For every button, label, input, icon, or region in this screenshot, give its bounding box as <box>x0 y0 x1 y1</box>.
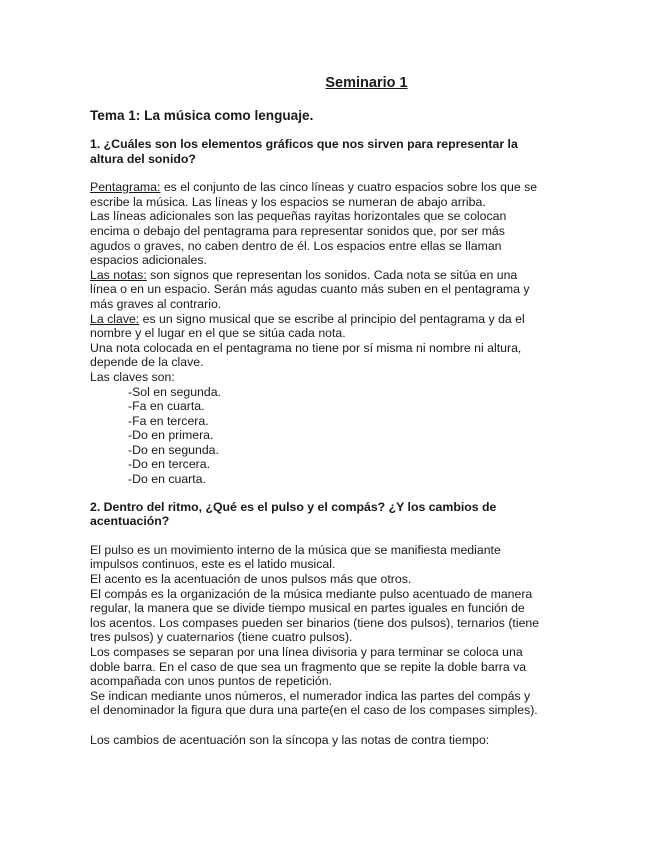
notas-term: Las notas: <box>90 267 147 282</box>
text-line: Las claves son: <box>90 369 175 384</box>
text-line: depende de la clave. <box>90 355 204 370</box>
spacer <box>90 718 577 733</box>
text-line: Una nota colocada en el pentagrama no tiene por sí misma ni nombre ni altura, <box>90 340 522 355</box>
question-1-line: 1. ¿Cuáles son los elementos gráficos que nos sirven para representar la <box>90 137 518 151</box>
answer-1 <box>90 180 577 486</box>
text-line: Los compases se separan por una línea divisoria y para terminar se coloca una <box>90 645 523 659</box>
list-item: -Do en tercera. <box>128 457 211 472</box>
text-line: agudos o graves, no caben dentro de él. Los espacios entre ellas se llaman <box>90 238 502 253</box>
text-line: El acento es la acentuación de unos pulsos más que otros. <box>90 572 412 587</box>
notas-text: son signos que representan los sonidos. Cada nota se sitúa en una <box>146 267 518 282</box>
pentagrama-text: es el conjunto de las cinco líneas y cuatro espacios sobre los que se <box>160 180 538 195</box>
clave-line <box>90 312 577 327</box>
list-item: -Fa en cuarta. <box>128 399 205 414</box>
text-line: acompañada con unos puntos de repetición. <box>90 674 333 689</box>
text-line: El pulso es un movimiento interno de la música que se manifiesta mediante <box>90 542 501 557</box>
title-wrap <box>90 74 577 92</box>
answer-2 <box>90 543 577 747</box>
document-title: Seminario 1 <box>325 75 408 91</box>
list-item: -Sol en segunda. <box>128 384 221 399</box>
list-item: -Fa en tercera. <box>128 413 209 428</box>
text-line: espacios adicionales. <box>90 253 207 268</box>
pentagrama-term: Pentagrama: <box>90 180 161 195</box>
text-line: doble barra. En el caso de que sea un fragmento que se repite la doble barra va <box>90 659 527 674</box>
text-line: el denominador la figura que dura una parte(en el caso de los compases simples). <box>90 703 538 718</box>
question-1-heading <box>90 137 577 166</box>
claves-list <box>90 385 577 487</box>
text-line: línea o en un espacio. Serán más agudas cuanto más suben en el pentagrama y <box>90 282 530 297</box>
text-line: El compás es la organización de la música mediante pulso acentuado de manera <box>90 586 533 601</box>
text-line: encima o debajo del pentagrama para representar sonidos que, por ser más <box>90 223 505 238</box>
question-2-line: acentuación? <box>90 514 170 529</box>
clave-text: es un signo musical que se escribe al principio del pentagrama y da el <box>139 311 525 326</box>
text-line: regular, la manera que se divide tiempo musical en partes iguales en función de <box>90 601 525 616</box>
text-line: tres pulsos) y cuaternarios (tiene cuatro pulsos). <box>90 630 353 645</box>
question-2-heading <box>90 500 577 529</box>
list-item: -Do en cuarta. <box>128 472 206 487</box>
clave-term: La clave: <box>90 311 140 326</box>
notas-line <box>90 268 577 283</box>
pentagrama-line <box>90 180 577 195</box>
text-line: Las líneas adicionales son las pequeñas rayitas horizontales que se colocan <box>90 209 507 224</box>
spacer <box>90 487 577 500</box>
text-line: impulsos continuos, este es el latido musical. <box>90 557 336 572</box>
question-1-line: altura del sonido? <box>90 151 196 166</box>
text-line: los acentos. Los compases pueden ser binarios (tiene dos pulsos), ternarios (tiene <box>90 615 540 630</box>
text-line: más graves al contrario. <box>90 296 222 311</box>
tema-heading: Tema 1: La música como lenguaje. <box>90 108 314 123</box>
question-2-line: 2. Dentro del ritmo, ¿Qué es el pulso y el compás? ¿Y los cambios de <box>90 499 497 514</box>
list-item: -Do en primera. <box>128 428 214 443</box>
text-line: Se indican mediante unos números, el numerador indica las partes del compás y <box>90 688 531 703</box>
list-item: -Do en segunda. <box>128 442 219 457</box>
text-line: escribe la música. Las líneas y los espacios se numeran de abajo arriba. <box>90 194 486 209</box>
text-line: nombre y el lugar en el que se sitúa cada nota. <box>90 326 346 341</box>
text-line: Los cambios de acentuación son la síncopa y las notas de contra tiempo: <box>90 732 490 747</box>
